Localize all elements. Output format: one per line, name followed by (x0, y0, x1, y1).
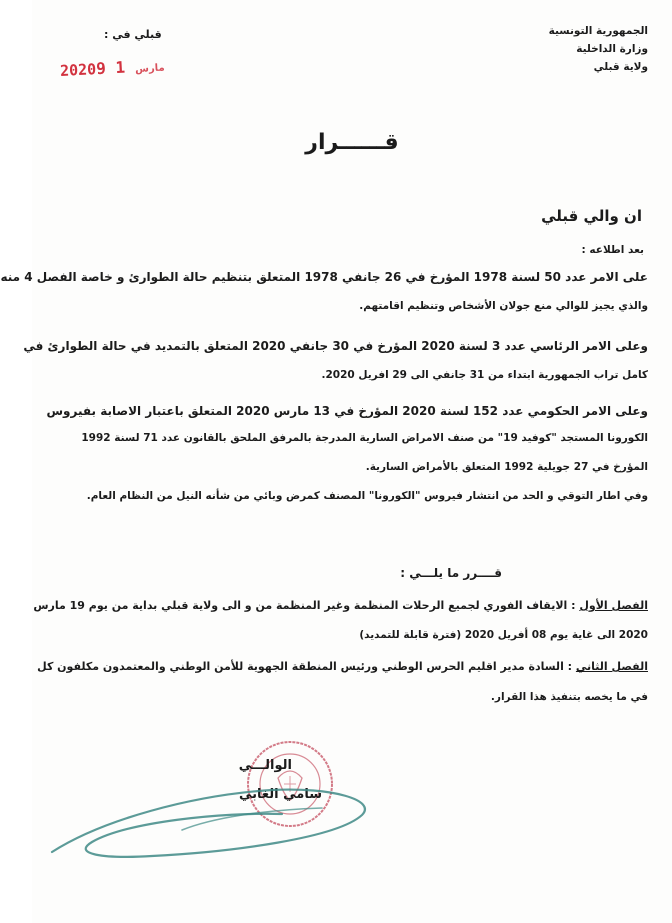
article-one-text: : الايقاف الفوري لجميع الرحلات المنظمة وغير المنظمة من و الى ولاية قبلي بداية من يوم 19 مارس (33, 599, 580, 612)
article-one-label: الفصل الأول (579, 599, 648, 612)
signatory-title: الوالـــي (238, 758, 292, 773)
article-one (33, 599, 648, 612)
date-stamp (60, 55, 175, 80)
stamp-day: 1 9 (95, 57, 126, 79)
preamble-line: الكورونا المستجد "كوفيد 19" من صنف الامراض السارية المدرجة بالمرفق الملحق بالقانون عدد 71 لسنة 1992 (81, 432, 648, 444)
article-two-text: : السادة مدير اقليم الحرس الوطني ورئيس المنطقة الجهوية للأمن الوطني والمعتمدون مكلفون كل (37, 660, 576, 673)
decides-heading: قــــرر ما يلـــي : (400, 566, 502, 580)
document-title: قــــــرار (305, 130, 399, 155)
stamp-month: مارس (134, 62, 165, 76)
preamble-line: المؤرخ في 27 جويلية 1992 المتعلق بالأمراض السارية. (365, 461, 648, 473)
preamble-line: وفي اطار التوقي و الحد من انتشار فيروس "الكورونا" المصنف كمرض وبائي من شأنه النيل من النظام العام. (86, 490, 648, 502)
preamble-line: والذي يجيز للوالي منع جولان الأشخاص وتنظيم اقامتهم. (359, 300, 648, 312)
stamp-year: 2020 (59, 60, 97, 80)
issuer-heading: ان والي قبلي (541, 207, 642, 225)
article-two (37, 660, 648, 673)
letterhead (488, 22, 648, 76)
handwritten-signature (32, 760, 392, 880)
preamble-line: على الامر عدد 50 لسنة 1978 المؤرخ في 26 جانفي 1978 المتعلق بتنظيم حالة الطوارئ و خاصة الفصل 4 منه (0, 270, 648, 284)
place-date-label: قبلي في : (104, 28, 162, 41)
signatory-name: سامي الغابي (239, 787, 322, 802)
preamble-line: وعلى الامر الحكومي عدد 152 لسنة 2020 المؤرخ في 13 مارس 2020 المتعلق باعتبار الاصابة بفيروس (46, 404, 648, 418)
article-one-continued: 2020 الى غاية يوم 08 أفريل 2020 (فترة قابلة للتمديد) (359, 629, 648, 641)
preamble-line: وعلى الامر الرئاسي عدد 3 لسنة 2020 المؤرخ في 30 جانفي 2020 المتعلق بالتمديد في حالة الطوارئ في (23, 339, 648, 353)
article-two-continued: في ما يخصه بتنفيذ هذا القرار. (490, 691, 648, 703)
governorate-name: ولاية قبلي (593, 61, 648, 73)
article-two-label: الفصل الثاني (575, 660, 648, 673)
after-review-label: بعد اطلاعه : (581, 244, 644, 256)
ministry-name: وزارة الداخلية (576, 43, 648, 55)
republic-name: الجمهورية التونسية (548, 25, 648, 37)
preamble-line: كامل تراب الجمهورية ابتداء من 31 جانفي الى 29 افريل 2020. (321, 369, 648, 381)
